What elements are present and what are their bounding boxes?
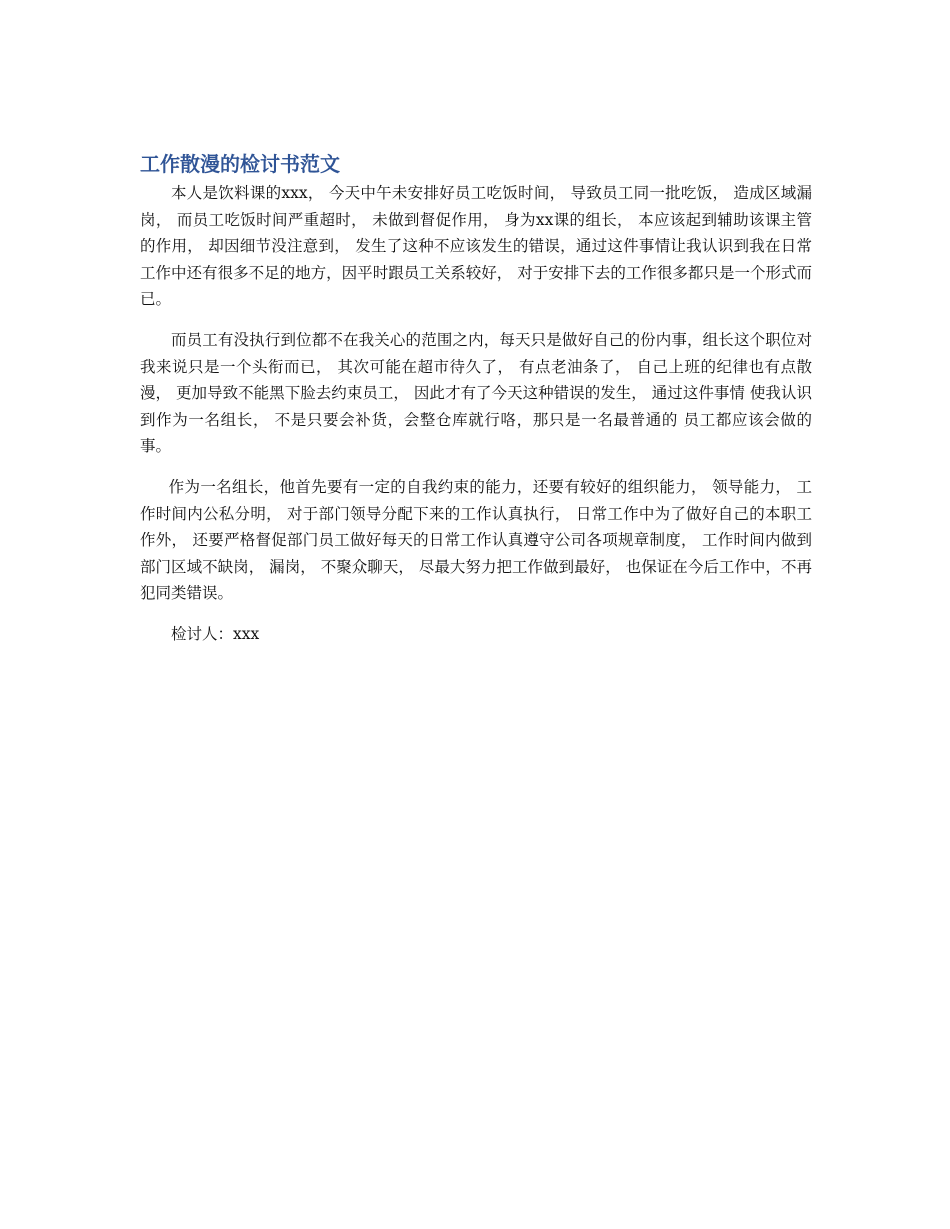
document-title: 工作散漫的检讨书范文 [140,152,340,176]
paragraph-1: 本人是饮料课的xxx， 今天中午未安排好员工吃饭时间， 导致员工同一批吃饭， 造成区域漏岗， 而员工吃饭时间严重超时， 未做到督促作用， 身为xx课的组长， 本应该起到辅助该课主管的作用， 却因细节没注意到， 发生了这种不应该发生的错误，通过这件事情让我认识到我在日常工作中还有很多不足的地方，因平时跟员工关系较好， 对于安排下去的工作很多都只是一个形式而已。 [140,184,812,309]
paragraph-2: 而员工有没执行到位都不在我关心的范围之内，每天只是做好自己的份内事，组长这个职位对我来说只是一个头衔而已， 其次可能在超市待久了， 有点老油条了， 自己上班的纪律也有点散漫， 更加导致不能黑下脸去约束员工， 因此才有了今天这种错误的发生， 通过这件事情 使我认识到作为一名组长， 不是只要会补货，会整仓库就行咯，那只是一名最普通的 员工都应该会做的事。 [140,330,812,456]
paragraph-3: 作为一名组长，他首先要有一定的自我约束的能力，还要有较好的组织能力， 领导能力， 工作时间内公私分明， 对于部门领导分配下来的工作认真执行， 日常工作中为了做好自己的本职工作外， 还要严格督促部门员工做好每天的日常工作认真遵守公司各项规章制度， 工作时间内做到部门区域不缺岗， 漏岗， 不聚众聊天， 尽最大努力把工作做到最好， 也保证在今后工作中，不再犯同类错误。 [140,477,812,603]
document-body [140,150,812,648]
signature-line: 检讨人：xxx [171,624,260,643]
